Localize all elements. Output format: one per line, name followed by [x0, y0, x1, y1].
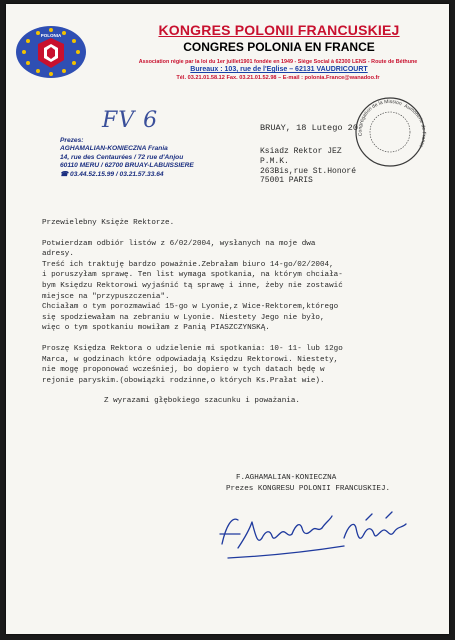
- signer-name: F.AGHAMALIAN-KONIECZNA: [236, 474, 337, 482]
- recipient-line: Ksiadz Rektor JEZ: [260, 147, 342, 156]
- salutation: Przewielebny Księże Rektorze.: [42, 219, 175, 227]
- body-line: więc o tym spotkaniu mowiłam z Panią PIASZCZYNSKĄ.: [42, 324, 270, 333]
- body-line: Proszę Księdza Rektora o udzielenie mi spotkania: 10- 11- lub 12go: [42, 344, 343, 353]
- body-line: miejsce na "przypuszczenia".: [42, 292, 170, 301]
- svg-text:Congrégation de la Mission: [358, 99, 403, 137]
- round-stamp: [352, 94, 428, 170]
- polonia-logo: [14, 24, 88, 80]
- stamp-text-top: Congrégation de la Mission: [357, 98, 403, 137]
- body-line: Potwierdzam odbiór listów z 6/02/2004, wysłanych na moje dwa: [42, 239, 316, 248]
- stamp-text-right: Aumônerie de France: [403, 103, 427, 149]
- body-line: Marca, w godzinach które odpowiadają Księdzu Rektorowi. Niestety,: [42, 355, 339, 364]
- org-bureaux-line: Bureaux : 103, rue de l'Eglise – 62131 VAUDRICOURT: [190, 66, 368, 73]
- signature-typed: [226, 473, 390, 494]
- body-line: Chciałam o tym porozmawiać 15-go w Lyonie,z Wice-Rektorem,którego: [42, 303, 339, 312]
- body-line: nie mogę proponować wcześniej, bo dopiero w tych datach będę w: [42, 366, 325, 375]
- president-label: Prezes:: [60, 137, 84, 144]
- president-address-1: 14, rue des Centaurées / 72 rue d'Anjou: [60, 153, 184, 161]
- handwritten-signature: [216, 504, 412, 568]
- recipient-address: [260, 147, 356, 186]
- president-name: AGHAMALIAN-KONIECZNA Frania: [60, 145, 168, 153]
- president-phone: ☎ 03.44.52.15.99 / 03.21.57.33.64: [60, 170, 164, 178]
- body-line: i poruszyłam sprawę. Ten list wymaga spotkania, na którym chciała-: [42, 271, 343, 280]
- body-line: Treść ich traktuję bardzo poważnie.Zebrałam biuro 14-go/02/2004,: [42, 260, 334, 269]
- handwritten-code: FV 6: [102, 108, 159, 133]
- body-line: adresy.: [42, 250, 74, 259]
- org-subtitle: CONGRES POLONIA EN FRANCE: [183, 40, 375, 54]
- president-block: [60, 137, 194, 179]
- svg-text:Aumônerie de France: [403, 103, 426, 148]
- letter-date: BRUAY, 18 Lutego 20: [260, 123, 358, 133]
- body-line: się spodziewałam na zebraniu w Lyonie. Niestety Jego nie było,: [42, 313, 325, 322]
- letter-body: [42, 218, 440, 407]
- body-line: rejonie paryskim.(obowiązki rodzinne,o których Ks.Prałat wie).: [42, 376, 325, 385]
- president-address-2: 60110 MERU / 62700 BRUAY-LABUISSIERE: [60, 162, 194, 170]
- org-association-line: Association régie par la loi du 1er juillet1901 fondée en 1949 - Siège Social à 62300 LENS - Route de Béthune: [138, 59, 418, 65]
- closing-line: Z wyrazami głębokiego szacunku i poważania.: [104, 397, 300, 406]
- recipient-line: 263Bis,rue St.Honoré: [260, 166, 357, 176]
- recipient-line: P.M.K.: [260, 156, 289, 166]
- signer-title: Prezes KONGRESU POLONII FRANCUSKIEJ.: [226, 484, 391, 493]
- org-contact-line: Tél. 03.21.01.58.12 Fax. 03.21.01.52.98 – E-mail : polonia.France@wanadoo.fr: [176, 75, 380, 81]
- letter-page: [6, 4, 449, 634]
- body-line: bym Księdzu Rektorowi wyjaśnić tą sprawę i inne, żeby nie zostawić: [42, 281, 343, 290]
- org-title: KONGRES POLONII FRANCUSKIEJ: [158, 22, 400, 38]
- logo-text: POLONIA: [40, 33, 62, 38]
- recipient-line: 75001 PARIS: [260, 176, 313, 186]
